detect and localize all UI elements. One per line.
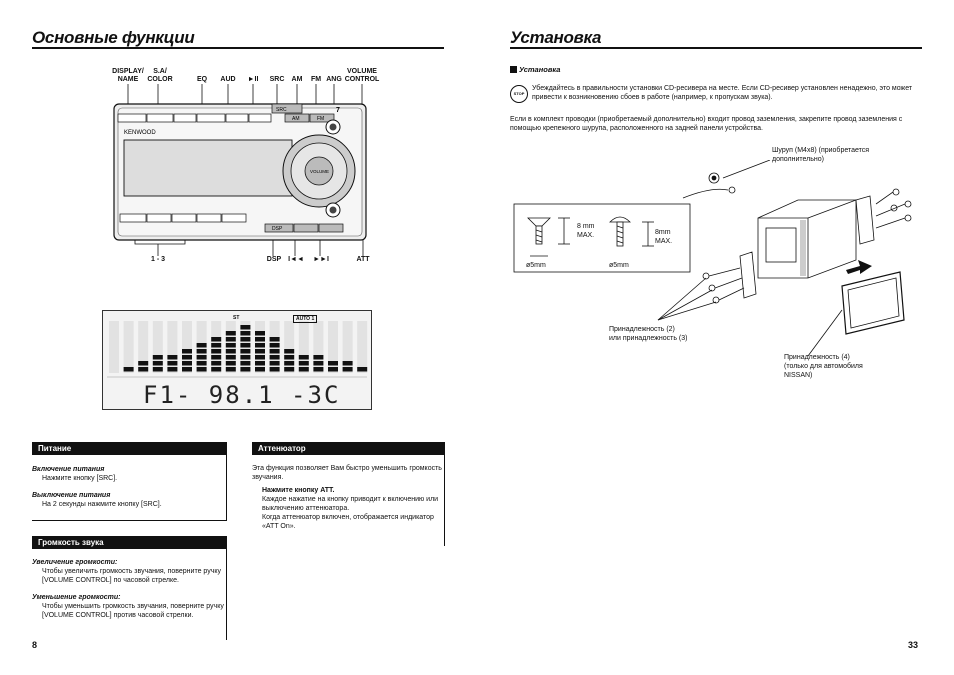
lcd-bar-segment	[197, 355, 207, 360]
left-title-rule	[32, 47, 444, 49]
left-page-number: 8	[32, 640, 38, 650]
lcd-bar-segment	[299, 367, 309, 372]
power-on-text: Нажмите кнопку [SRC].	[42, 475, 118, 482]
lcd-bar-segment	[167, 367, 177, 372]
round-screw-length: 8mm MAX.	[655, 229, 673, 245]
label-aud: AUD	[220, 76, 236, 83]
power-off-title: Выключение питания	[32, 492, 111, 499]
lcd-bar-segment	[197, 367, 207, 372]
lcd-bar-segment	[284, 355, 294, 360]
lcd-bar-segment	[284, 349, 294, 354]
lcd-bar-segment	[182, 367, 192, 372]
lcd-bar-segment	[255, 337, 265, 342]
lcd-bar-segment	[226, 361, 236, 366]
lcd-bar-segment	[328, 367, 338, 372]
panel-brand: KENWOOD	[124, 130, 156, 136]
section-attenuator	[252, 442, 445, 546]
subheading-square-icon	[510, 66, 517, 73]
panel-dsp-key: DSP	[272, 226, 283, 232]
section-volume-header: Громкость звука	[32, 536, 226, 549]
round-screw-diameter: ø5mm	[609, 262, 629, 269]
lcd-bar-segment	[211, 355, 221, 360]
lcd-bar-segment	[313, 355, 323, 360]
lcd-bar-segment	[211, 343, 221, 348]
attenuator-step-text1: Каждое нажатие на кнопку приводит к включению или выключению аттенюатора.	[262, 496, 439, 512]
lcd-bar-segment	[270, 355, 280, 360]
lcd-bar-segment	[240, 325, 250, 330]
lcd-bar-segment	[313, 367, 323, 372]
lcd-bar-segment	[197, 349, 207, 354]
right-page-number: 33	[908, 640, 919, 650]
lcd-bar-segment	[240, 349, 250, 354]
lcd-bar-segment	[240, 337, 250, 342]
label-fm: FM	[310, 76, 322, 83]
lcd-bar-segment	[167, 361, 177, 366]
lcd-bar-segment	[357, 367, 367, 372]
power-on-title: Включение питания	[32, 466, 105, 473]
left-page-title: Основные функции	[32, 28, 195, 47]
lcd-bar-segment	[138, 361, 148, 366]
lcd-bar-segment	[255, 367, 265, 372]
panel-knob-label: VOLUME	[310, 169, 330, 174]
lcd-bar-segment	[313, 361, 323, 366]
lcd-bar-segment	[255, 355, 265, 360]
attenuator-intro: Эта функция позволяет Вам быстро уменьшить громкость звучания.	[252, 465, 442, 481]
lcd-bar-segment	[182, 355, 192, 360]
lcd-bar-segment	[182, 361, 192, 366]
lcd-bar-track	[109, 321, 119, 373]
lcd-auto-badge: AUTO 1	[293, 315, 317, 323]
installation-diagram	[508, 160, 922, 385]
lcd-bar-segment	[167, 355, 177, 360]
lcd-bar-segment	[197, 361, 207, 366]
lcd-bar-segment	[299, 355, 309, 360]
volume-down-title: Уменьшение громкости:	[32, 594, 121, 601]
lcd-bar-segment	[284, 361, 294, 366]
lcd-bar-segment	[138, 367, 148, 372]
lcd-bar-segment	[153, 361, 163, 366]
lcd-bar-segment	[328, 361, 338, 366]
flat-screw-length: 8 mm MAX.	[577, 223, 595, 239]
attenuator-step-title: Нажмите кнопку ATT.	[262, 487, 335, 494]
section-attenuator-header: Аттенюатор	[252, 442, 444, 455]
lcd-bar-segment	[343, 367, 353, 372]
lcd-bar-segment	[270, 343, 280, 348]
lcd-bar-segment	[255, 343, 265, 348]
lcd-bar-track	[124, 321, 134, 373]
lcd-bar-segment	[226, 331, 236, 336]
attenuator-step-text2: Когда аттенюатор включен, отображается индикатор «ATT On».	[262, 514, 434, 530]
lcd-st-badge: ST	[233, 315, 240, 321]
right-subheading: Установка	[519, 65, 561, 74]
lcd-bar-segment	[240, 361, 250, 366]
lcd-bar-segment	[284, 367, 294, 372]
volume-up-text: Чтобы увеличить громкость звучания, поверните ручку [VOLUME CONTROL] по часовой стрелке.	[42, 568, 222, 584]
section-volume	[32, 536, 227, 640]
lcd-bar-segment	[226, 343, 236, 348]
lcd-bar-segment	[226, 337, 236, 342]
lcd-bar-segment	[270, 367, 280, 372]
label-src: SRC	[269, 76, 285, 83]
lcd-bar-segment	[226, 367, 236, 372]
stop-note-icon: STOP	[510, 85, 528, 103]
lcd-display	[102, 310, 372, 410]
section-power	[32, 442, 227, 521]
volume-up-title: Увеличение громкости:	[32, 559, 118, 566]
accessory-4-caption: Принадлежность (4) (только для автомобиля NISSAN)	[784, 354, 863, 379]
power-off-text: На 2 секунды нажмите кнопку [SRC].	[42, 501, 162, 508]
section-power-header: Питание	[32, 442, 226, 455]
label-presets: 1 - 3	[150, 256, 165, 263]
label-att: ATT	[356, 256, 370, 263]
ground-text: Если в комплект проводки (приобретаемый дополнительно) входит провод заземления, закрепите провод заземления с помощью крепежного шурупа, расположенного на задней панели устройства.	[510, 116, 903, 132]
lcd-bar-segment	[211, 337, 221, 342]
panel-src-key: SRC	[276, 107, 287, 113]
label-next: ►►I	[313, 256, 329, 263]
lcd-bar-segment	[211, 349, 221, 354]
lcd-bar-segment	[255, 349, 265, 354]
lcd-bar-segment	[299, 361, 309, 366]
lcd-bar-segment	[153, 367, 163, 372]
lcd-frequency: F1- 98.1 -3C	[143, 381, 341, 409]
lcd-bar-segment	[226, 349, 236, 354]
lcd-bar-segment	[153, 355, 163, 360]
front-panel-diagram	[100, 84, 385, 256]
lcd-bar-segment	[182, 349, 192, 354]
accessory-2-3-caption: Принадлежность (2) или принадлежность (3)	[609, 326, 688, 342]
label-ang: ANG	[326, 76, 342, 83]
right-page-title: Установка	[510, 28, 602, 47]
label-volume-control: VOLUME CONTROL	[344, 68, 380, 83]
label-am: AM	[291, 76, 303, 83]
right-title-rule	[510, 47, 922, 49]
lcd-bar-segment	[211, 361, 221, 366]
lcd-bar-segment	[240, 355, 250, 360]
lcd-bar-segment	[343, 361, 353, 366]
lcd-bar-segment	[270, 337, 280, 342]
label-sa-color: S.A/ COLOR	[147, 68, 173, 83]
volume-down-text: Чтобы уменьшить громкость звучания, поверните ручку [VOLUME CONTROL] против часовой стрелки.	[42, 603, 224, 619]
panel-number-7: 7	[336, 107, 340, 114]
label-eq: EQ	[196, 76, 208, 83]
label-display-name: DISPLAY/ NAME	[112, 68, 144, 83]
panel-am-key: AM	[292, 116, 300, 122]
note-text: Убеждайтесь в правильности установки CD-ресивера на месте. Если CD-ресивер установлен ненадежно, это может привести к возникновению сбоев в работе (например, к пропускам звука).	[532, 85, 913, 101]
lcd-bar-segment	[270, 361, 280, 366]
lcd-bar-segment	[240, 367, 250, 372]
lcd-bar-segment	[255, 331, 265, 336]
lcd-bar-segment	[211, 367, 221, 372]
lcd-bar-segment	[255, 361, 265, 366]
lcd-bar-segment	[240, 343, 250, 348]
lcd-bar-segment	[226, 355, 236, 360]
flat-screw-diameter: ø5mm	[526, 262, 546, 269]
panel-fm-key: FM	[317, 116, 325, 122]
label-play-pause: ►II	[247, 76, 259, 83]
lcd-bar-track	[357, 321, 367, 373]
label-dsp: DSP	[266, 256, 282, 263]
lcd-bar-segment	[240, 331, 250, 336]
lcd-bar-segment	[197, 343, 207, 348]
label-prev: I◄◄	[288, 256, 304, 263]
lcd-bar-segment	[124, 367, 134, 372]
screw-caption: Шуруп (M4x8) (приобретается дополнительно)	[772, 147, 870, 163]
lcd-bar-segment	[270, 349, 280, 354]
